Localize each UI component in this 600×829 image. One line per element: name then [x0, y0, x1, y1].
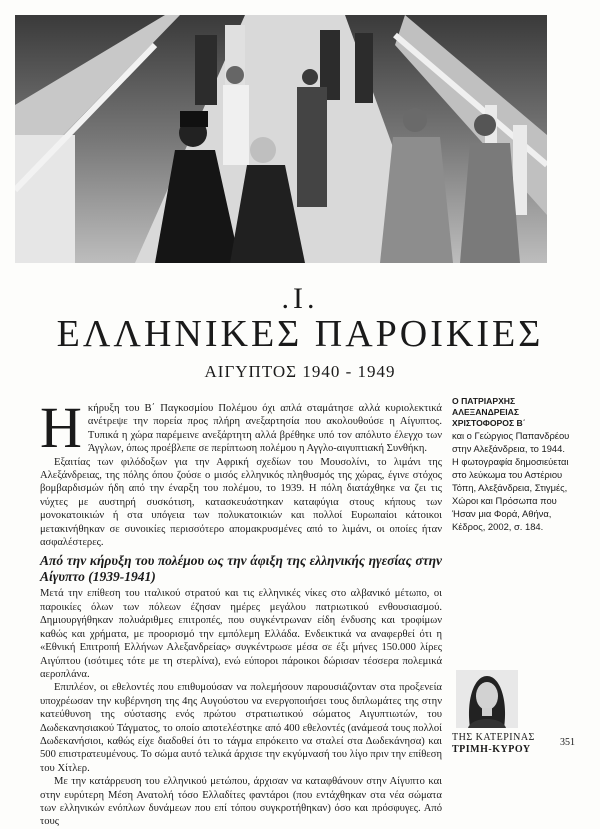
header-photo: [15, 15, 547, 263]
article-body: [40, 395, 442, 829]
author-byline: [452, 732, 535, 756]
chapter-subtitle: ΑΙΓΥΠΤΟΣ 1940 - 1949: [204, 362, 396, 381]
paragraph-5: Με την κατάρρευση του ελληνικού μετώπου, άρχισαν να καταφθάνουν στην Αίγυπτο και στην ευρύτερη Μέση Ανατολή τόσο Ελλαδίτες φαντάροι (που εντάχθηκαν στα νέα σώματα των ελληνικών ενόπλων δυνάμεων που επί τόπου συγκροτήθηκαν) όσο και πρόσφυγες. Από τους: [40, 776, 442, 828]
chapter-title: ΕΛΛΗΝΙΚΕΣ ΠΑΡΟΙΚΙΕΣ: [56, 313, 544, 355]
paragraph-2: Εξαιτίας των φιλόδοξων για την Αφρική σχεδίων του Μουσολίνι, το λιμάνι της Αλεξάνδρειας, της πόλης όπου ζούσε ο μισός ελληνικός πληθυσμός της χώρας, έγινε στόχος βομβαρδισμών ήδη από την έναρξη του πολέμου, το 1939. Η πόλη διατάχθηκε να ζει τις νύχτες με αυστηρή συσκότιση, κατασκευάστηκαν καταφύγια στους κήπους των μονοκατοικιών ή στα υπόγεια των πολυκατοικιών και πολλοί Ευρωπαίοι κάτοικοι μετακινήθηκαν σε συνοικίες περισσότερο απομακρυσμένες από το λιμάνι, οι οποίες ήταν ασφαλέστερες.: [40, 456, 442, 549]
author-portrait: [456, 670, 518, 728]
chapter-number: .I.: [281, 282, 319, 315]
paragraph-4: Επιπλέον, οι εθελοντές που επιθυμούσαν να πολεμήσουν παρουσιάζονταν στα προξενεία υποχρέωσαν την κυβέρνηση της 4ης Αυγούστου να ενεργοποιήσει τους διπλωμάτες της στην κατεύθυνση της σύστασης ενός πρώτου στρατιωτικού σώματος Αιγυπτιωτών, του Δωδεκανησιακού Τάγματος, το οποίο αποτελέστηκε από 400 εθελοντές (ανάμεσά τους πολλοί Δωδεκανήσιοι, καθώς είχε διαδοθεί ότι το τάγμα επρόκειτο να σταλεί στα Δωδεκάνησα) και 500 επιστρατευμένους. Το σώμα αυτό τελικά άρχισε την εκγύμνασή του λίγο πριν την επίθεση του Χίτλερ.: [40, 682, 442, 774]
paragraph-1-text: κήρυξη του Β΄ Παγκοσμίου Πολέμου όχι απλά σταμάτησε αλλά κυριολεκτικά ανέτρεψε την πορεία προς πλήρη ανεξαρτησία που ακολουθούσε η Αίγυπτος. Τυπικά η χώρα παρέμεινε ανεξάρτητη αλλά βρέθηκε υπό τον απόλυτο έλεγχο των Άγγλων, όπως προέβλεπε σε περίπτωση πολέμου η Αγγλο-αιγυπτιακή Συνθήκη.: [87, 403, 442, 455]
drop-cap: Η: [40, 395, 82, 460]
paragraph-3: Μετά την επίθεση του ιταλικού στρατού και τις ελληνικές νίκες στο αλβανικό μέτωπο, οι παροικίες όλων των πόλεων έζησαν ημέρες μεγάλου πατριωτικού ενθουσιασμού. Δημιουργήθηκαν πολυάριθμες επιτροπές, που συγκέντρωναν είδη ένδυσης και τροφίμων καθώς και χρήματα, με προορισμό την εμπόλεμη Ελλάδα. Ενδεικτικά να αναφερθεί ότι η «Εθνική Επιτροπή Ελλήνων Αλεξανδρείας» συγκέντρωσε μέσα σε έξι μήνες 150.000 λίρες Αιγύπτου (ισότιμες τότε με τη στερλίνα), ενώ εύποροι πάροικοι δώρισαν τέσσερα πολεμικά αεροπλάνα.: [40, 588, 442, 680]
caption-text: και ο Γεώργιος Παπανδρέου στην Αλεξάνδρεια, το 1944. Η φωτογραφία δημοσιεύεται στο λεύκωμα του Αστέριου Τόπη, Αλεξάνδρεια, Στιγμές, Χώροι και Πρόσωπα που Ήσαν μια Φορά, Αθήνα, Κέδρος, 2002, σ. 184.: [452, 430, 570, 532]
section-heading: Από την κήρυξη του πολέμου ως την άφιξη της ελληνικής ηγεσίας στην Αίγυπτο (1939-1941): [40, 553, 442, 585]
paragraph-1: [40, 395, 442, 460]
author-line-1: ΤΗΣ ΚΑΤΕΡΙΝΑΣ: [452, 732, 535, 743]
page-number: 351: [560, 737, 575, 748]
photo-caption: [452, 396, 572, 533]
author-line-2: ΤΡΙΜΗ-ΚΥΡΟΥ: [452, 744, 531, 755]
caption-heading: Ο ΠΑΤΡΙΑΡΧΗΣ ΑΛΕΞΑΝΔΡΕΙΑΣ ΧΡΙΣΤΟΦΟΡΟΣ Β΄: [452, 396, 526, 428]
